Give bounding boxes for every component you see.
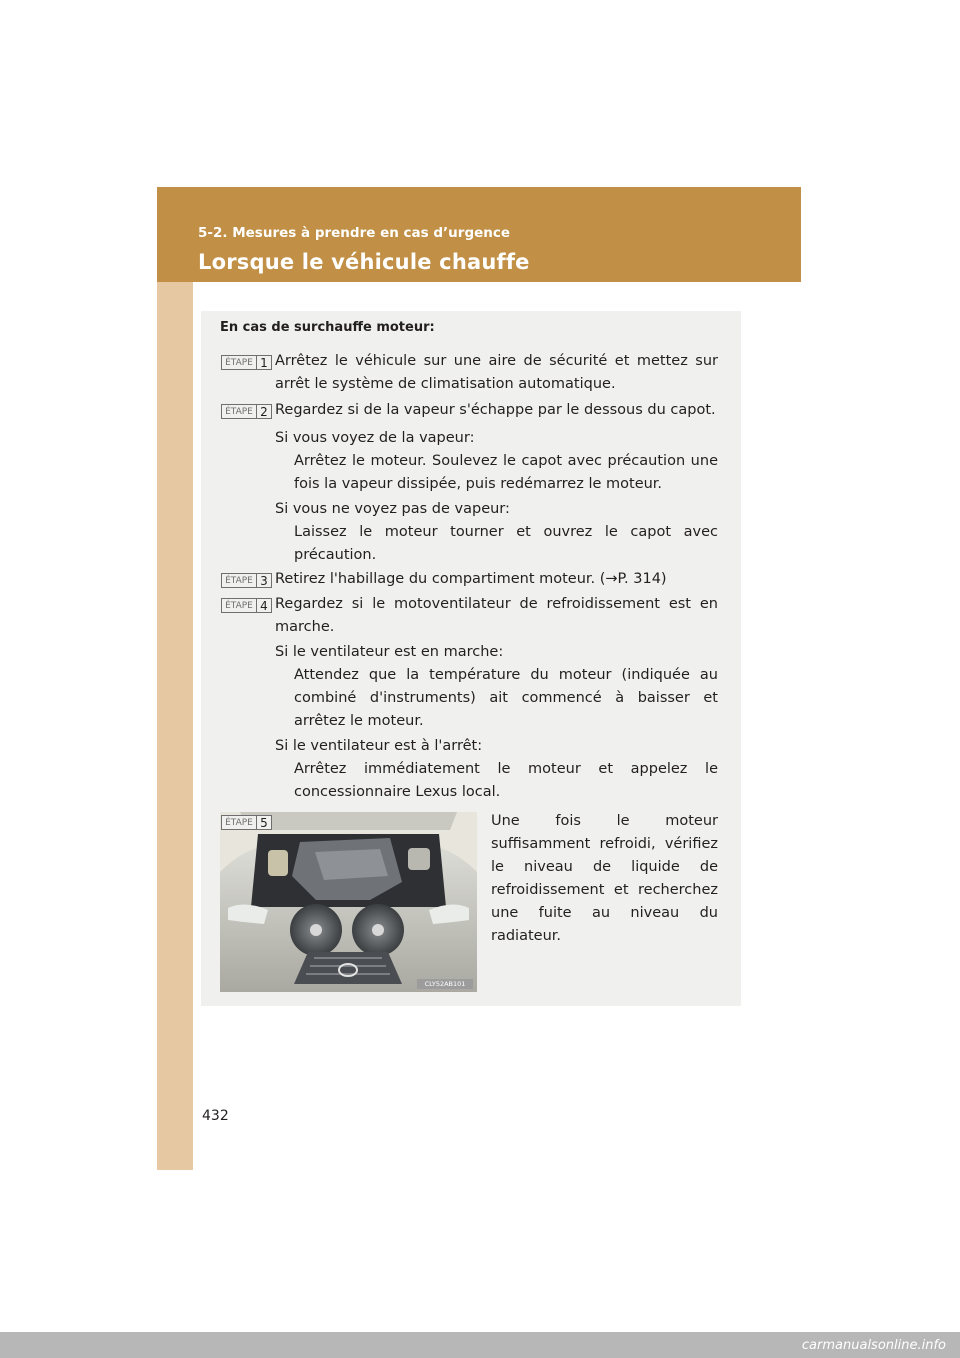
step-4-text: Regardez si le motoventilateur de refroidissement est en marche. xyxy=(275,596,718,635)
page-number: 432 xyxy=(202,1108,229,1124)
step-2-condition-1: Si vous voyez de la vapeur: xyxy=(275,430,475,446)
engine-compartment-photo xyxy=(220,812,477,992)
step-badge-2: ÉTAPE 2 xyxy=(221,404,272,419)
step-badge-4: ÉTAPE 4 xyxy=(221,598,272,613)
step-2-action-1: Arrêtez le moteur. Soulevez le capot avec précaution une fois la vapeur dissipée, puis redémarrez le moteur. xyxy=(294,453,718,492)
watermark-text: carmanualsonline.info xyxy=(801,1337,946,1353)
step-4-condition-1: Si le ventilateur est en marche: xyxy=(275,644,504,660)
intro-heading: En cas de surchauffe moteur: xyxy=(220,320,435,335)
photo-reference-code: CLY52AB101 xyxy=(417,979,473,989)
step-3-text: Retirez l'habillage du compartiment moteur. (→P. 314) xyxy=(275,571,667,587)
page-title: Lorsque le véhicule chauffe xyxy=(198,250,530,274)
step-1-text: Arrêtez le véhicule sur une aire de sécurité et mettez sur arrêt le système de climatisation automatique. xyxy=(275,353,718,392)
step-badge-5: ÉTAPE 5 xyxy=(221,815,272,830)
step-4-action-2: Arrêtez immédiatement le moteur et appelez le concessionnaire Lexus local. xyxy=(294,761,718,800)
step-badge-3: ÉTAPE 3 xyxy=(221,573,272,588)
step-badge-1: ÉTAPE 1 xyxy=(221,355,272,370)
step-2-condition-2: Si vous ne voyez pas de vapeur: xyxy=(275,501,510,517)
page-header xyxy=(157,187,801,282)
step-4-action-1: Attendez que la température du moteur (indiquée au combiné d'instruments) ait commencé à baisser et arrêtez le moteur. xyxy=(294,667,718,729)
step-4-condition-2: Si le ventilateur est à l'arrêt: xyxy=(275,738,483,754)
procedure-panel xyxy=(201,311,741,1006)
step-2-action-2: Laissez le moteur tourner et ouvrez le capot avec précaution. xyxy=(294,524,718,563)
page-side-band xyxy=(157,187,193,1170)
engine-compartment-illustration xyxy=(220,812,477,992)
step-5-text: Une fois le moteur suffisamment refroidi, vérifiez le niveau de liquide de refroidissement et recherchez une fuite au niveau du radiateur. xyxy=(491,813,718,944)
watermark-banner xyxy=(0,1332,960,1358)
section-heading: 5-2. Mesures à prendre en cas d’urgence xyxy=(198,225,511,241)
step-2-text: Regardez si de la vapeur s'échappe par le dessous du capot. xyxy=(275,402,716,418)
